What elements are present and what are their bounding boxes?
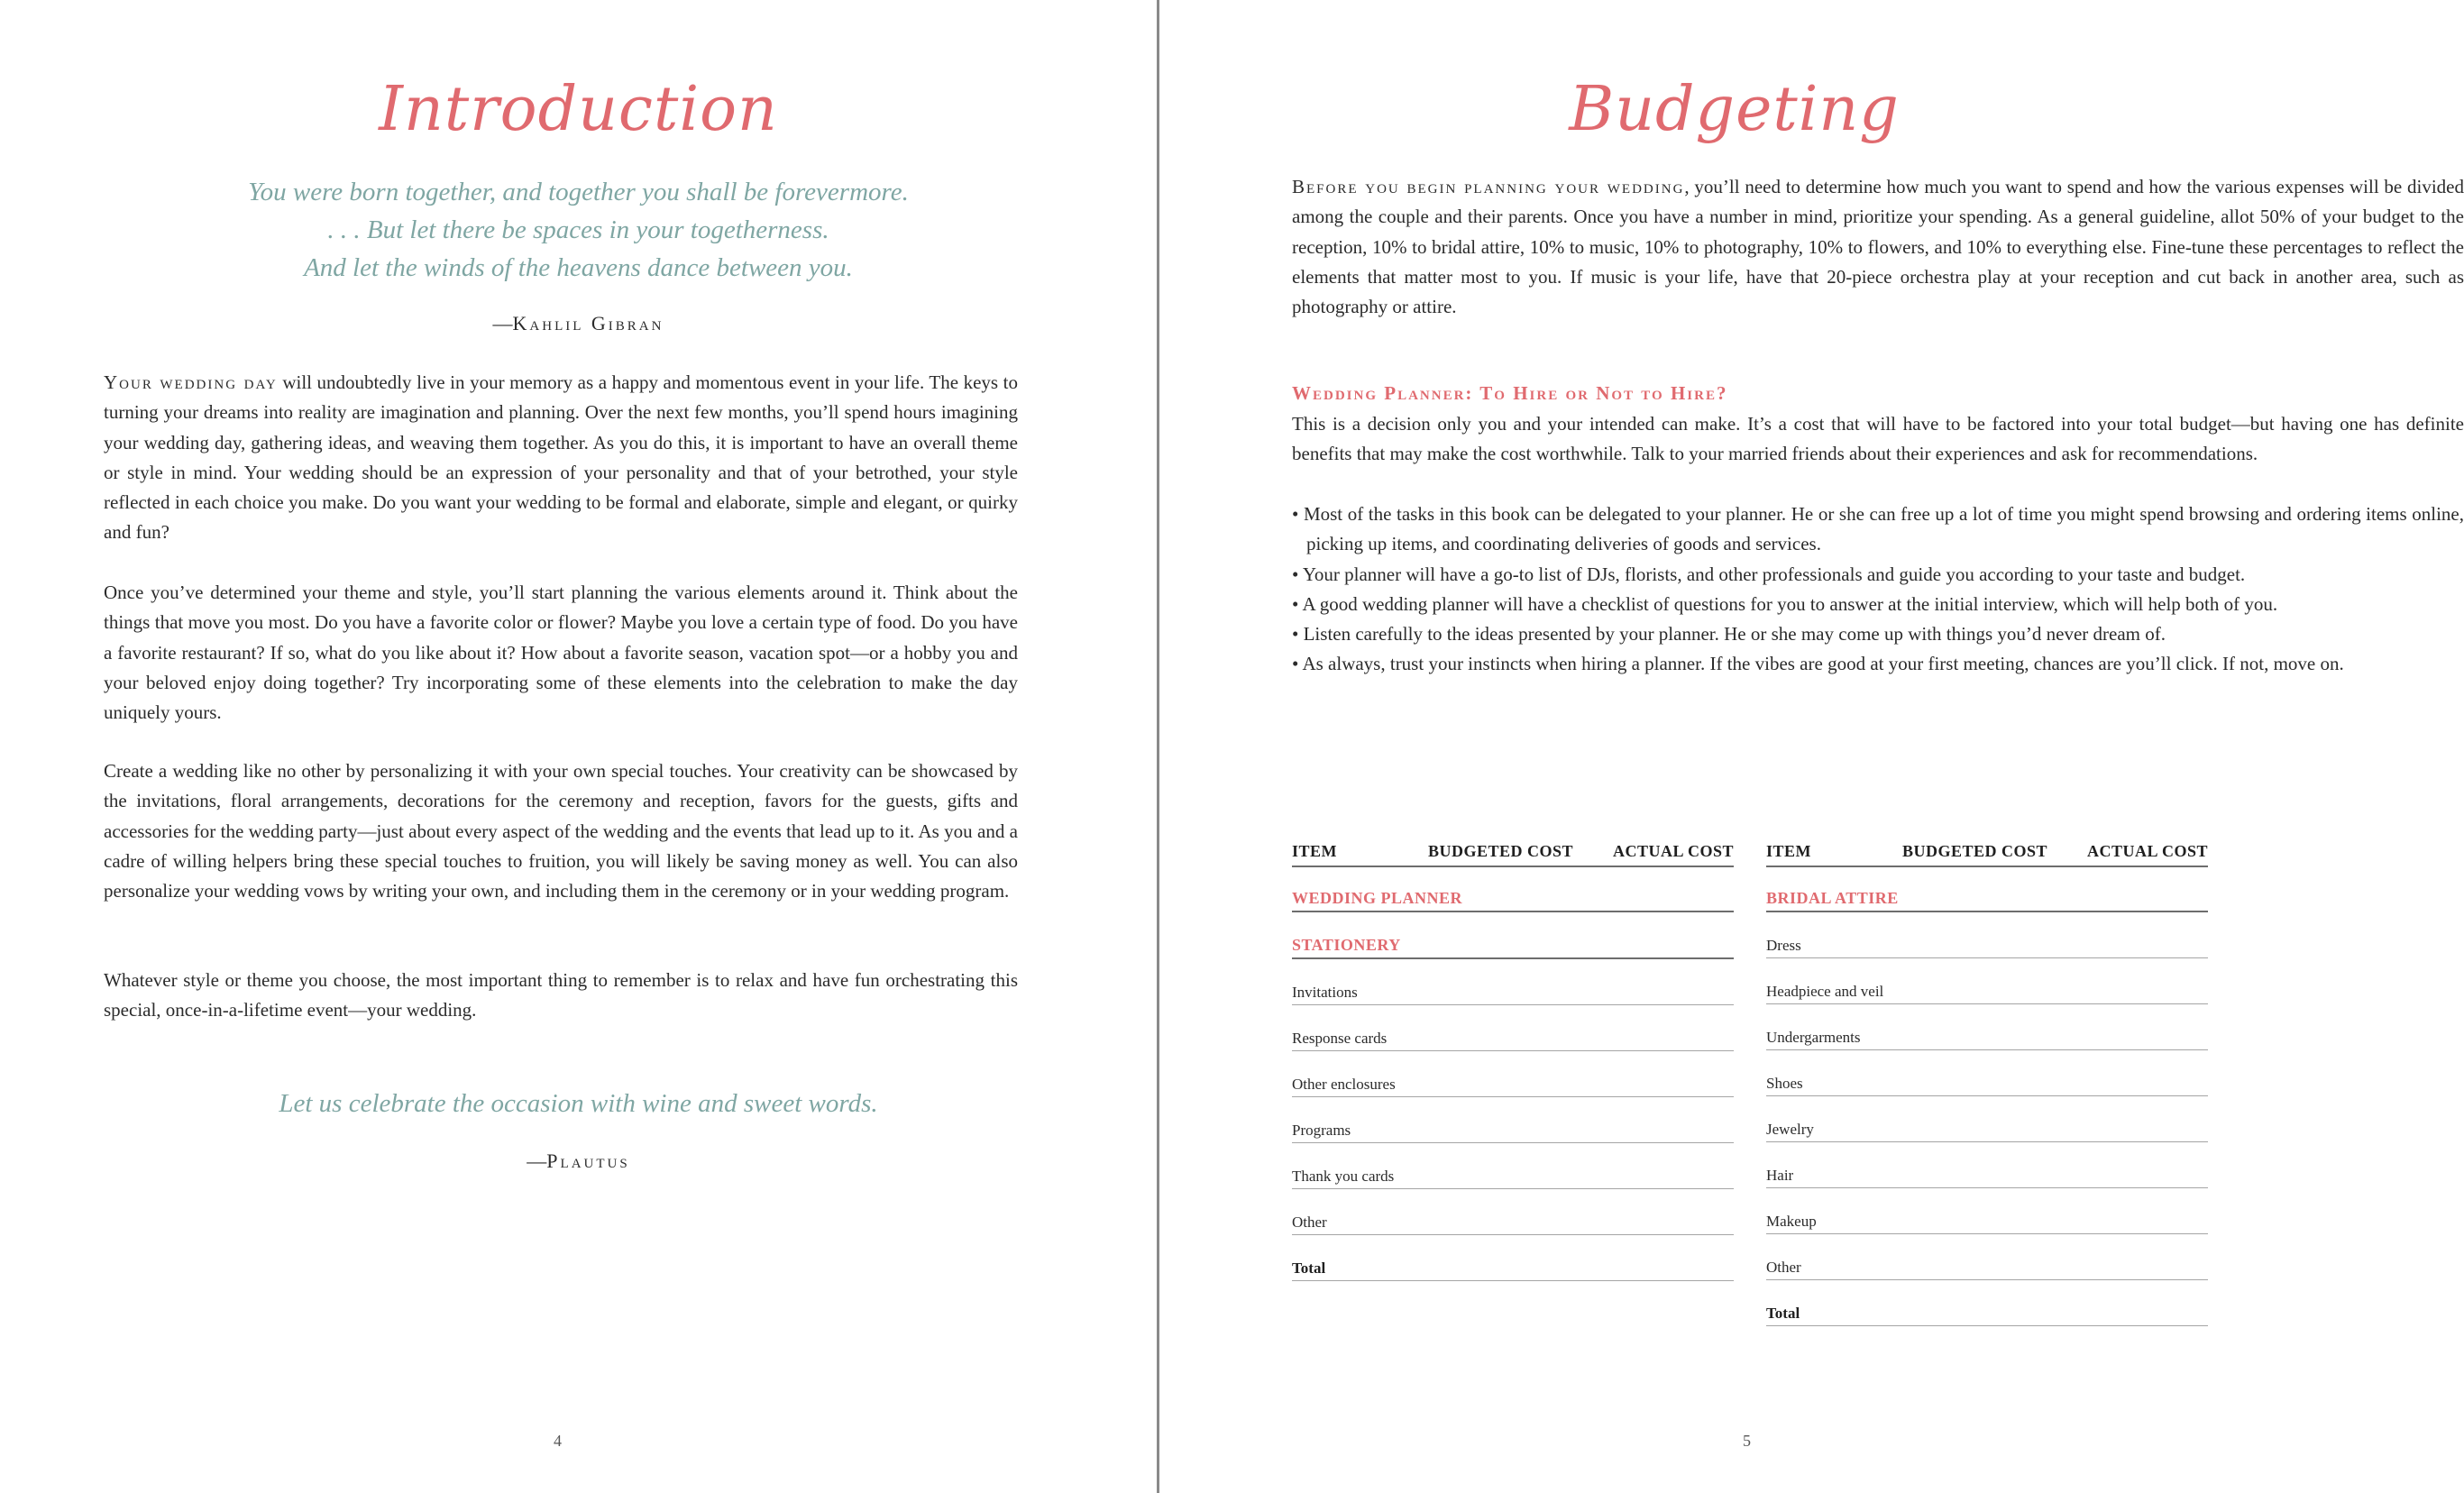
table-row-label: Jewelry <box>1766 1121 1814 1138</box>
table-row-label: Thank you cards <box>1292 1168 1395 1185</box>
table-rows <box>1766 867 2208 1326</box>
header-actual-cost: ACTUAL COST <box>2086 842 2208 860</box>
table-row <box>1292 1189 1734 1235</box>
epigraph-line: You were born together, and together you shall be forevermore. <box>248 178 909 206</box>
table-row <box>1292 959 1734 1005</box>
table-row-label: STATIONERY <box>1292 936 1401 954</box>
table-row-label: Other <box>1766 1259 1801 1276</box>
budget-intro-paragraph <box>1292 172 2464 322</box>
table-row <box>1766 958 2208 1004</box>
budget-table-stationery <box>1292 842 1734 1281</box>
table-row <box>1292 1051 1734 1097</box>
epigraph-line: And let the winds of the heavens dance between you. <box>304 253 853 282</box>
header-budgeted-cost: BUDGETED COST <box>1428 842 1574 860</box>
list-item: • Listen carefully to the ideas presented by your planner. He or she may come up with things you’d never dream of. <box>1292 623 2166 646</box>
paragraph-lead: Before you begin planning your wedding <box>1292 176 1685 197</box>
table-row <box>1292 1097 1734 1143</box>
right-page <box>1160 0 2464 1493</box>
page-title-budgeting: Budgeting <box>1569 74 1900 145</box>
list-item: • As always, trust your instincts when hiring a planner. If the vibes are good at your first meeting, chances are you’ll click. If not, move on. <box>1292 653 2344 675</box>
table-row-label: Other enclosures <box>1292 1076 1396 1093</box>
header-actual-cost: ACTUAL COST <box>1612 842 1734 860</box>
page-number: 4 <box>554 1432 562 1450</box>
table-row <box>1292 867 1734 912</box>
table-row <box>1766 1234 2208 1280</box>
table-row <box>1766 867 2208 912</box>
table-row-label: Other <box>1292 1214 1327 1231</box>
table-row-label: Shoes <box>1766 1075 1803 1092</box>
list-item: • A good wedding planner will have a checklist of questions for you to answer at the initial interview, which will help both of you. <box>1292 592 2278 615</box>
table-row-label: Total <box>1766 1305 1800 1322</box>
epigraph-attribution: —Kahlil Gibran <box>492 312 664 334</box>
table-row-label: Undergarments <box>1766 1029 1861 1046</box>
page-title-introduction: Introduction <box>379 74 778 145</box>
paragraph-text: , you’ll need to determine how much you want to spend and how the various expenses will be divided among the couple and their parents. Once you have a number in mind, prioritize your spending. As a general guideline, allot 50% of your budget to the reception, 10% to bridal attire, 10% to music, 10% to photography, 10% to flowers, and 10% to everything else. Fine-tune these percentages to reflect the elements that matter most to you. If music is your life, have that 20-piece orchestra play at your reception and cut back in another area, such as photography or attire. <box>1292 176 2464 318</box>
table-row <box>1766 1188 2208 1234</box>
intro-paragraph-2: Once you’ve determined your theme and style, you’ll start planning the various elements around it. Think about the things that move you most. Do you have a favorite color or flower? Maybe you love a certain type of food. Do you have a favorite restaurant? If so, what do you like about it? How about a favorite season, vacation spot—or a hobby you and your beloved enjoy doing together? Try incorporating some of these elements into the celebration to make the day uniquely yours. <box>104 582 1018 724</box>
planner-bullet-list <box>1292 499 2464 680</box>
table-rows <box>1292 867 1734 1281</box>
list-item: • Your planner will have a go-to list of DJs, florists, and other professionals and guide you according to your taste and budget. <box>1292 563 2246 585</box>
table-row <box>1766 912 2208 958</box>
table-row <box>1766 1280 2208 1326</box>
table-row-label: BRIDAL ATTIRE <box>1766 889 1899 907</box>
book-spine <box>1157 0 1159 1493</box>
intro-paragraph-1 <box>104 368 1018 548</box>
table-row-label: Makeup <box>1766 1213 1817 1230</box>
wedding-planner-paragraph: This is a decision only you and your intended can make. It’s a cost that will have to be factored into your total budget—but having one has definite benefits that may make the cost worthwhile. Talk to your married friends about their experiences and ask for recommendations. <box>1292 413 2464 465</box>
table-row <box>1292 1235 1734 1281</box>
table-row-label: Dress <box>1766 937 1801 954</box>
table-row <box>1292 912 1734 959</box>
epigraph <box>90 173 1067 287</box>
header-budgeted-cost: BUDGETED COST <box>1902 842 2048 860</box>
table-row <box>1292 1143 1734 1189</box>
table-row-label: Response cards <box>1292 1030 1388 1047</box>
epigraph-author: Kahlil Gibran <box>512 312 664 334</box>
table-row-label: Programs <box>1292 1122 1351 1139</box>
table-row <box>1292 1005 1734 1051</box>
table-header <box>1766 842 2208 867</box>
intro-paragraph-4: Whatever style or theme you choose, the most important thing to remember is to relax and have fun orchestrating this special, once-in-a-lifetime event—your wedding. <box>104 969 1018 1021</box>
paragraph-lead: Your wedding day <box>104 371 278 393</box>
section-heading-wedding-planner: Wedding Planner: To Hire or Not to Hire? <box>1292 382 1728 404</box>
table-row <box>1766 1004 2208 1050</box>
table-row <box>1766 1096 2208 1142</box>
header-item: ITEM <box>1292 842 1338 860</box>
table-row-label: Total <box>1292 1259 1326 1277</box>
left-page <box>0 0 1157 1493</box>
table-row-label: WEDDING PLANNER <box>1292 889 1463 907</box>
table-row <box>1766 1050 2208 1096</box>
table-row-label: Invitations <box>1292 984 1358 1001</box>
list-item: • Most of the tasks in this book can be delegated to your planner. He or she can free up a lot of time you might spend browsing and ordering items online, picking up items, and coordinating deliveries of goods and services. <box>1292 503 2464 555</box>
closing-author: Plautus <box>546 1150 630 1172</box>
table-header <box>1292 842 1734 867</box>
table-row-label: Headpiece and veil <box>1766 983 1884 1000</box>
table-row <box>1766 1142 2208 1188</box>
header-item: ITEM <box>1766 842 1812 860</box>
closing-attribution: —Plautus <box>527 1150 630 1172</box>
table-row-label: Hair <box>1766 1167 1794 1184</box>
budget-table-bridal-attire <box>1766 842 2208 1326</box>
page-number: 5 <box>1743 1432 1751 1450</box>
paragraph-text: will undoubtedly live in your memory as a happy and momentous event in your life. The keys to turning your dreams into reality are imagination and planning. Over the next few months, you’ll spend hours imagining your wedding day, gathering ideas, and weaving them together. As you do this, it is important to have an overall theme or style in mind. Your wedding should be an expression of your personality and that of your betrothed, your style reflected in each choice you make. Do you want your wedding to be formal and elaborate, simple and elegant, or quirky and fun? <box>104 371 1019 544</box>
intro-paragraph-3: Create a wedding like no other by personalizing it with your own special touches. Your creativity can be showcased by the invitations, floral arrangements, decorations for the ceremony and reception, favors for the guests, gifts and accessories for the wedding party—just about every aspect of the wedding and the events that lead up to it. As you and a cadre of willing helpers bring these special touches to fruition, you will likely be saving money as well. You can also personalize your wedding vows by writing your own, and including them in the ceremony or in your wedding program. <box>104 760 1018 902</box>
epigraph-line: . . . But let there be spaces in your togetherness. <box>327 215 829 244</box>
closing-quote: Let us celebrate the occasion with wine and sweet words. <box>279 1089 878 1118</box>
